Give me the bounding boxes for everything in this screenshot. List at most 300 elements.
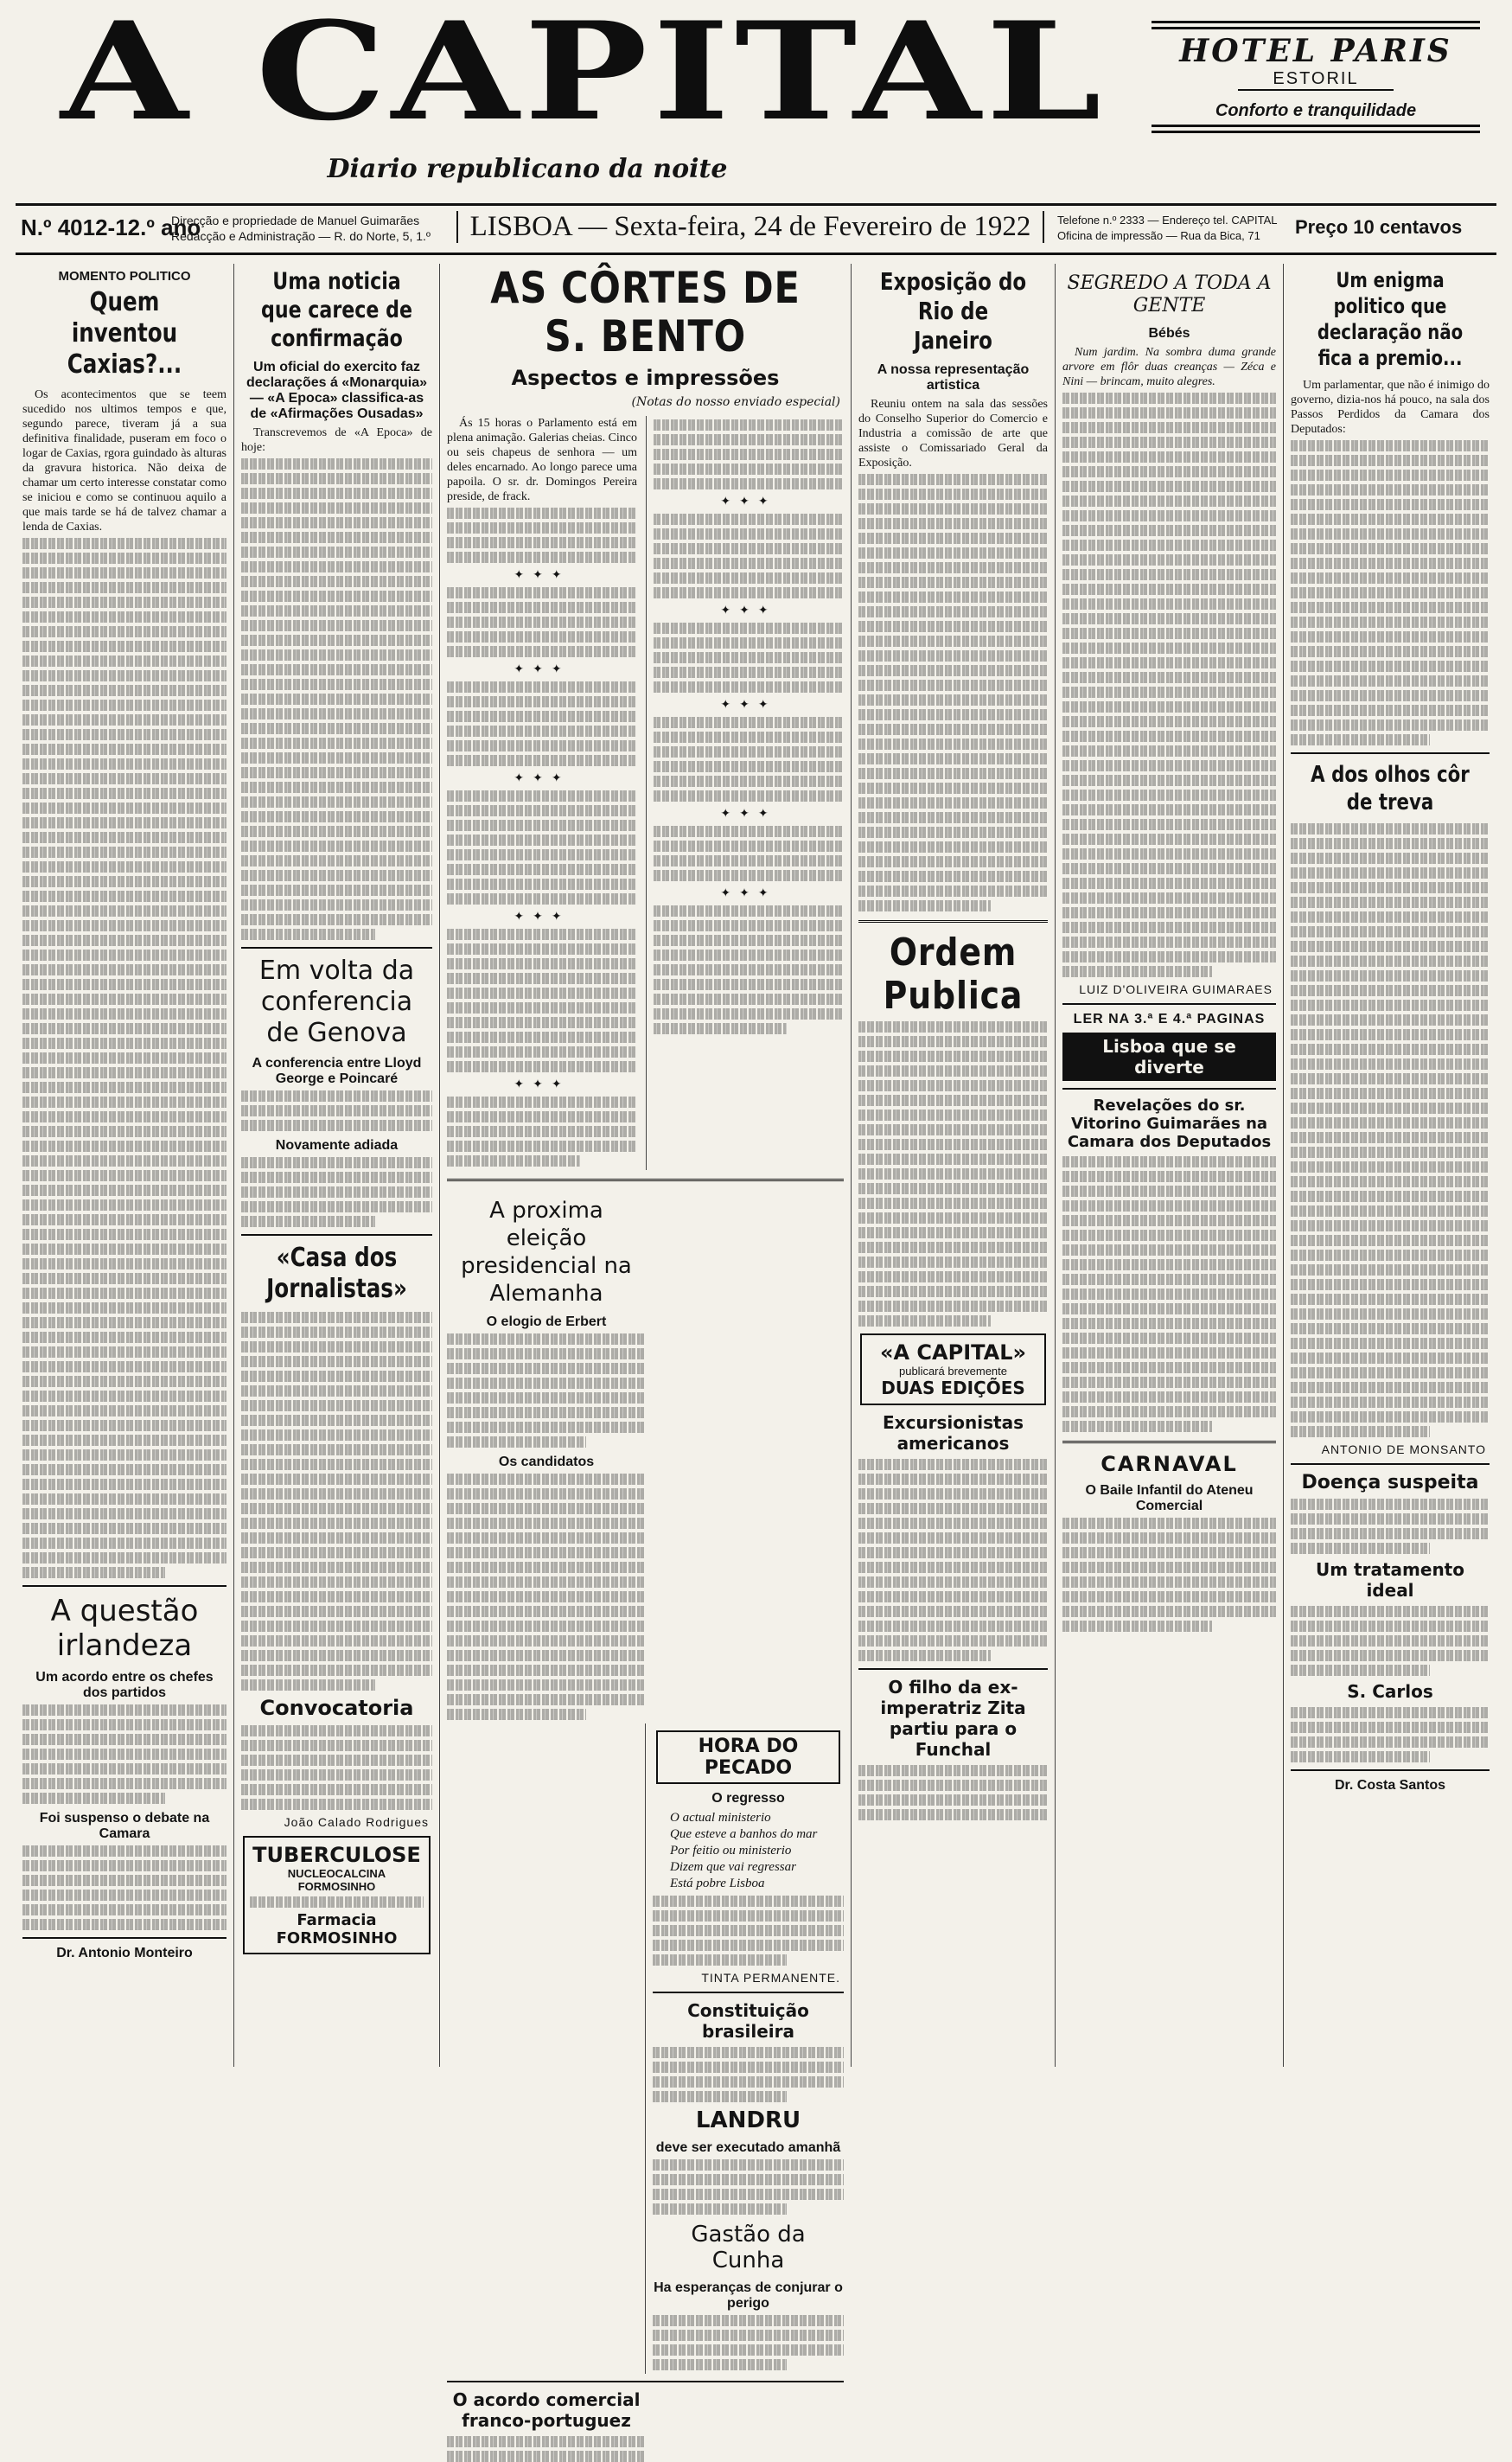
body-text-lines xyxy=(22,1097,226,1108)
printing-line: Oficina de impressão — Rua da Bica, 71 xyxy=(1057,229,1260,242)
body-text-lines xyxy=(1291,734,1430,745)
section-break-stars: ✦✦✦ xyxy=(720,698,777,712)
headline-eleicao-alemanha: A proxima eleição presidencial na Alemanha xyxy=(461,1198,632,1307)
body-text-lines xyxy=(447,696,637,707)
body-text-lines xyxy=(241,679,432,690)
body-text-lines xyxy=(1291,1528,1490,1539)
body-text-lines xyxy=(1062,1518,1276,1529)
body-text-lines xyxy=(1062,657,1276,668)
body-text-lines xyxy=(654,558,844,569)
body-text-lines xyxy=(241,914,432,925)
body-text-lines xyxy=(654,746,844,758)
body-text-lines xyxy=(858,856,1048,867)
body-text-lines xyxy=(1291,1411,1490,1423)
subhead-landru: deve ser executado amanhã xyxy=(655,2140,841,2155)
body-text-lines xyxy=(654,761,844,772)
body-text-lines xyxy=(22,1126,226,1137)
body-text-lines xyxy=(858,1780,1048,1791)
body-text-lines xyxy=(447,2451,646,2462)
body-text-lines xyxy=(241,1172,432,1183)
body-text-lines xyxy=(447,1576,646,1588)
body-text-lines xyxy=(1291,1621,1490,1632)
body-text-lines xyxy=(858,900,991,911)
body-text-lines xyxy=(22,1038,226,1049)
body-text-lines xyxy=(22,685,226,696)
body-text-lines xyxy=(1291,1250,1490,1261)
body-text-lines xyxy=(1291,1205,1490,1217)
body-text-lines xyxy=(1062,451,1276,463)
body-text-lines xyxy=(241,458,432,470)
body-text-lines xyxy=(447,587,637,598)
headline-excursionistas: Excursionistas americanos xyxy=(883,1412,1024,1454)
body-text-lines xyxy=(241,1327,432,1338)
signature-luiz-oliveira: LUIZ D'OLIVEIRA GUIMARAES xyxy=(1079,982,1273,996)
body-text-lines xyxy=(447,864,637,875)
body-text-lines xyxy=(654,826,844,837)
body-text-lines xyxy=(447,1363,646,1374)
body-text-lines xyxy=(22,1141,226,1152)
body-text-lines xyxy=(858,503,1048,515)
body-text-lines xyxy=(1062,628,1276,639)
body-text-lines xyxy=(22,920,226,931)
article-caxias-body: Os acontecimentos que se teem sucedido nos ultimos tempos e que, segundo parece, tiveram já a sua definitiva finalidade, puseram em foco o logar de Caxias, rgora guindado às alturas da gravura historica. Não deixa de chamar um certo interesse constatar como se iniciou e como se continuou aquilo a que mais tarde se há de talvez chamar a lenda de Caxias. xyxy=(22,388,226,534)
body-text-lines xyxy=(1062,716,1276,727)
body-text-lines xyxy=(654,870,844,881)
column-rule xyxy=(22,1585,226,1587)
body-text-lines xyxy=(22,1860,226,1871)
body-text-lines xyxy=(1291,455,1490,466)
body-text-lines xyxy=(241,473,432,484)
body-text-lines xyxy=(447,1679,646,1691)
ad-capital-line: publicará brevemente xyxy=(898,1365,1008,1378)
column-3 xyxy=(439,263,851,2431)
body-text-lines xyxy=(241,1488,432,1500)
body-text-lines xyxy=(1291,661,1490,672)
section-break-stars: ✦✦✦ xyxy=(720,807,777,821)
body-text-lines xyxy=(447,1503,646,1514)
body-text-lines xyxy=(241,841,432,852)
body-text-lines xyxy=(1291,617,1490,628)
body-text-lines xyxy=(858,783,1048,794)
body-text-lines xyxy=(1291,1147,1490,1158)
body-text-lines xyxy=(22,1376,226,1387)
body-text-lines xyxy=(654,572,844,584)
body-text-lines xyxy=(1062,540,1276,551)
body-text-lines xyxy=(447,1002,637,1014)
body-text-lines xyxy=(250,1896,424,1908)
body-text-lines xyxy=(447,1562,646,1573)
body-text-lines xyxy=(447,1046,637,1058)
body-text-lines xyxy=(241,635,432,646)
headline-revelacoes: Revelações do sr. Vitorino Guimarães na Camara dos Deputados xyxy=(1067,1097,1272,1151)
body-text-lines xyxy=(241,1518,432,1529)
subhead-lloyd-george: A conferencia entre Lloyd George e Poincaré xyxy=(252,1056,422,1086)
body-text-lines xyxy=(241,517,432,528)
headline-segredo: SEGREDO A TODA A GENTE xyxy=(1067,272,1272,317)
cortes-left xyxy=(447,416,637,1170)
ad-capital-title: «A CAPITAL» xyxy=(879,1340,1027,1365)
body-text-lines xyxy=(241,708,432,719)
poem-signature: TINTA PERMANENTE. xyxy=(701,1971,840,1985)
body-text-lines xyxy=(1062,1244,1276,1256)
column-rule xyxy=(22,1937,226,1939)
body-text-lines xyxy=(1291,882,1490,893)
body-text-lines xyxy=(858,1532,1048,1544)
body-text-lines xyxy=(1291,470,1490,481)
body-text-lines xyxy=(447,1621,646,1632)
body-text-lines xyxy=(241,1459,432,1470)
body-text-lines xyxy=(241,1547,432,1558)
body-text-lines xyxy=(241,1665,432,1676)
article-enigma-body: Um parlamentar, que não é inimigo do governo, dizia-nos há pouco, na sala dos Passos Perdidos da Camara dos Deputados: xyxy=(1291,379,1490,436)
body-text-lines xyxy=(858,1518,1048,1529)
body-text-lines xyxy=(22,847,226,858)
body-text-lines xyxy=(858,1021,1048,1033)
ad-tuberculose-pharmacy: Farmacia FORMOSINHO xyxy=(276,1911,398,1947)
body-text-lines xyxy=(858,1212,1048,1224)
body-text-lines xyxy=(1291,1103,1490,1114)
body-text-lines xyxy=(858,562,1048,573)
body-text-lines xyxy=(22,1155,226,1167)
body-text-lines xyxy=(1062,466,1276,477)
body-text-lines xyxy=(654,935,844,946)
newspaper-title: A CAPITAL xyxy=(61,0,1107,150)
headline-convocatoria: Convocatoria xyxy=(259,1696,414,1720)
body-text-lines xyxy=(654,732,844,743)
body-text-lines xyxy=(1062,1362,1276,1373)
body-text-lines xyxy=(22,1302,226,1314)
body-text-lines xyxy=(653,2047,844,2058)
body-text-lines xyxy=(241,620,432,631)
body-text-lines xyxy=(241,767,432,778)
body-text-lines xyxy=(654,905,844,917)
body-text-lines xyxy=(22,1361,226,1372)
ad-a-capital-edicoes xyxy=(860,1333,1046,1405)
body-text-lines xyxy=(241,532,432,543)
body-text-lines xyxy=(22,1523,226,1534)
body-text-lines xyxy=(447,1547,646,1558)
subhead-elogio-erbert: O elogio de Erbert xyxy=(486,1314,607,1329)
column-rule xyxy=(1291,1463,1490,1465)
body-text-lines xyxy=(22,1904,226,1915)
subhead-gastao-cunha: Ha esperanças de conjurar o perigo xyxy=(654,2280,843,2311)
column-6 xyxy=(1283,264,1496,2067)
body-text-lines xyxy=(654,514,844,525)
body-text-lines xyxy=(1291,1338,1490,1349)
body-text-lines xyxy=(22,1258,226,1269)
headline-noticia-confirmacao: Uma noticia que carece de confirmação xyxy=(260,268,413,352)
hotel-ad-name: HOTEL PARIS xyxy=(1179,33,1452,69)
headline-carnaval: CARNAVAL xyxy=(1101,1452,1238,1476)
body-text-lines xyxy=(241,870,432,881)
body-text-lines xyxy=(22,1199,226,1211)
body-text-lines xyxy=(1291,1308,1490,1320)
body-text-lines xyxy=(241,782,432,793)
body-text-lines xyxy=(22,758,226,770)
headline-conferencia-genova: Em volta da conferencia de Genova xyxy=(258,956,415,1048)
body-text-lines xyxy=(1062,672,1276,683)
body-text-lines xyxy=(653,1940,844,1951)
body-text-lines xyxy=(1062,1215,1276,1226)
headline-casa-jornalistas: «Casa dos Jornalistas» xyxy=(266,1243,407,1304)
body-text-lines xyxy=(1291,543,1490,554)
body-text-lines xyxy=(241,591,432,602)
headline-enigma-politico: Um enigma politico que declaração não fica a premio... xyxy=(1317,268,1464,370)
body-text-lines xyxy=(22,729,226,740)
body-text-lines xyxy=(858,1459,1048,1470)
article-noticia-body: Transcrevemos de «A Epoca» de hoje: xyxy=(241,426,432,454)
body-text-lines xyxy=(654,855,844,866)
body-text-lines xyxy=(1062,1532,1276,1544)
column-rule xyxy=(1291,1769,1490,1771)
body-text-lines xyxy=(1291,1294,1490,1305)
body-text-lines xyxy=(447,726,637,737)
body-text-lines xyxy=(1062,422,1276,433)
body-text-lines xyxy=(858,1198,1048,1209)
body-text-lines xyxy=(22,1479,226,1490)
body-text-lines xyxy=(1291,1367,1490,1378)
body-text-lines xyxy=(1291,1161,1490,1173)
body-text-lines xyxy=(22,700,226,711)
body-text-lines xyxy=(447,2436,646,2447)
body-text-lines xyxy=(241,488,432,499)
body-text-lines xyxy=(1062,1274,1276,1285)
body-text-lines xyxy=(858,768,1048,779)
body-text-lines xyxy=(1291,1382,1490,1393)
signature-joao-calado: João Calado Rodrigues xyxy=(284,1815,429,1829)
body-text-lines xyxy=(858,636,1048,647)
body-text-lines xyxy=(447,1709,586,1720)
body-text-lines xyxy=(241,1371,432,1382)
body-text-lines xyxy=(1291,1426,1430,1437)
poem-line: Dizem que vai regressar xyxy=(670,1860,796,1874)
body-text-lines xyxy=(22,773,226,784)
body-text-lines xyxy=(22,1845,226,1857)
body-text-lines xyxy=(1062,1421,1212,1432)
headline-filho-zita: O filho da ex-imperatriz Zita partiu para o Funchal xyxy=(880,1677,1026,1760)
body-text-lines xyxy=(1291,1279,1490,1290)
body-text-lines xyxy=(858,1124,1048,1135)
column-4 xyxy=(851,264,1055,2067)
body-text-lines xyxy=(858,1606,1048,1617)
body-text-lines xyxy=(22,714,226,726)
body-text-lines xyxy=(447,1378,646,1389)
body-text-lines xyxy=(858,606,1048,617)
body-text-lines xyxy=(447,522,637,534)
body-text-lines xyxy=(241,1621,432,1632)
body-text-lines xyxy=(1291,1220,1490,1231)
body-text-lines xyxy=(22,1332,226,1343)
body-text-lines xyxy=(241,1474,432,1485)
body-text-lines xyxy=(241,1562,432,1573)
body-text-lines xyxy=(653,2344,844,2356)
body-text-lines xyxy=(858,739,1048,750)
body-text-lines xyxy=(22,1734,226,1745)
subhead-candidatos: Os candidatos xyxy=(498,1455,595,1469)
hora-pecado-block xyxy=(645,1723,844,2374)
body-text-lines xyxy=(1291,1191,1490,1202)
poem-line: Que esteve a banhos do mar xyxy=(670,1827,818,1841)
body-text-lines xyxy=(654,637,844,649)
column-rule xyxy=(1291,752,1490,754)
section-rule xyxy=(858,920,1048,923)
body-text-lines xyxy=(22,582,226,593)
body-text-lines xyxy=(241,1157,432,1168)
body-text-lines xyxy=(447,1635,646,1647)
body-text-lines xyxy=(858,489,1048,500)
issue-info-bar xyxy=(16,203,1496,255)
body-text-lines xyxy=(22,1875,226,1886)
body-text-lines xyxy=(241,885,432,896)
body-text-lines xyxy=(858,474,1048,485)
address-line: Redacção e Administração — R. do Norte, 5, 1.º xyxy=(171,229,431,243)
body-text-lines xyxy=(241,1385,432,1397)
body-text-lines xyxy=(858,518,1048,529)
banner-lisboa-diverte: Lisboa que se diverte xyxy=(1062,1033,1276,1081)
body-text-lines xyxy=(1291,1397,1490,1408)
body-text-lines xyxy=(858,827,1048,838)
body-text-lines xyxy=(22,655,226,667)
body-text-lines xyxy=(1062,1156,1276,1167)
body-text-lines xyxy=(654,623,844,634)
body-text-lines xyxy=(653,2315,844,2326)
body-text-lines xyxy=(22,1449,226,1461)
body-text-lines xyxy=(858,1474,1048,1485)
body-text-lines xyxy=(653,2062,844,2073)
body-text-lines xyxy=(1291,1665,1430,1676)
body-text-lines xyxy=(447,755,637,766)
body-text-lines xyxy=(241,826,432,837)
body-text-lines xyxy=(1062,863,1276,874)
article-cortes-body: Ás 15 horas o Parlamento está em plena animação. Galerias cheias. Cinco ou seis chapeus de senhora — um deles encarnado. Ao longo parece uma papoila. O sr. dr. Domingos Pereira preside, de frack. xyxy=(447,417,638,503)
subhead-adiada: Novamente adiada xyxy=(275,1138,399,1153)
body-text-lines xyxy=(1062,1230,1276,1241)
body-text-lines xyxy=(241,694,432,705)
headline-exposicao-rio: Exposição do Rio de Janeiro xyxy=(879,267,1027,355)
body-text-lines xyxy=(22,611,226,623)
body-text-lines xyxy=(241,1679,375,1691)
body-text-lines xyxy=(447,1392,646,1404)
body-text-lines xyxy=(22,1567,165,1578)
body-text-lines xyxy=(22,1288,226,1299)
column-rule xyxy=(447,2381,844,2382)
body-text-lines xyxy=(22,817,226,828)
body-text-lines xyxy=(858,1065,1048,1077)
body-text-lines xyxy=(858,1242,1048,1253)
body-text-lines xyxy=(22,744,226,755)
body-text-lines xyxy=(653,1910,844,1922)
body-text-lines xyxy=(22,641,226,652)
body-text-lines xyxy=(858,1257,1048,1268)
body-text-lines xyxy=(1062,598,1276,610)
body-text-lines xyxy=(241,723,432,734)
body-text-lines xyxy=(447,1474,646,1485)
body-text-lines xyxy=(22,1552,226,1564)
poem-line: Por feitio ou ministerio xyxy=(670,1844,792,1858)
body-text-lines xyxy=(1062,1591,1276,1602)
headline-questao-irlandeza: A questão irlandeza xyxy=(50,1594,199,1663)
body-text-lines xyxy=(241,576,432,587)
body-text-lines xyxy=(1291,867,1490,879)
body-text-lines xyxy=(1291,705,1490,716)
body-text-lines xyxy=(22,1111,226,1122)
body-text-lines xyxy=(1291,514,1490,525)
body-text-lines xyxy=(858,1621,1048,1632)
body-text-lines xyxy=(22,979,226,990)
hotel-ad xyxy=(1143,17,1489,156)
column-1 xyxy=(16,264,233,2067)
section-break-stars: ✦✦✦ xyxy=(514,910,571,924)
body-text-lines xyxy=(858,533,1048,544)
body-text-lines xyxy=(22,950,226,961)
body-text-lines xyxy=(447,879,637,890)
body-text-lines xyxy=(1291,926,1490,937)
body-text-lines xyxy=(1291,1058,1490,1070)
body-text-lines xyxy=(1291,1736,1490,1748)
body-text-lines xyxy=(241,1755,432,1766)
body-text-lines xyxy=(654,717,844,728)
body-text-lines xyxy=(858,1591,1048,1602)
body-text-lines xyxy=(1291,853,1490,864)
body-text-lines xyxy=(1291,587,1490,598)
body-text-lines xyxy=(858,709,1048,720)
body-text-lines xyxy=(447,1665,646,1676)
body-text-lines xyxy=(241,1769,432,1781)
section-rule xyxy=(447,1179,844,1181)
body-text-lines xyxy=(1291,838,1490,849)
section-break-stars: ✦✦✦ xyxy=(514,771,571,785)
body-text-lines xyxy=(654,543,844,554)
body-text-lines xyxy=(1291,1635,1490,1647)
body-text-lines xyxy=(1291,528,1490,540)
body-text-lines xyxy=(1291,1323,1490,1334)
body-text-lines xyxy=(1291,675,1490,687)
subhead-acordo: Um acordo entre os chefes dos partidos xyxy=(35,1670,214,1700)
body-text-lines xyxy=(447,973,637,984)
body-text-lines xyxy=(1291,631,1490,643)
body-text-lines xyxy=(1062,701,1276,713)
body-text-lines xyxy=(1062,1576,1276,1588)
body-text-lines xyxy=(22,1023,226,1034)
body-text-lines xyxy=(22,1067,226,1078)
body-text-lines xyxy=(653,2189,844,2200)
body-text-lines xyxy=(654,776,844,787)
body-text-lines xyxy=(1291,970,1490,982)
body-text-lines xyxy=(22,861,226,873)
body-text-lines xyxy=(858,1286,1048,1297)
body-text-lines xyxy=(241,1400,432,1411)
body-text-lines xyxy=(447,1650,646,1661)
body-text-lines xyxy=(241,502,432,514)
body-text-lines xyxy=(241,1606,432,1617)
body-text-lines xyxy=(653,1954,787,1966)
body-text-lines xyxy=(1291,911,1490,923)
body-text-lines xyxy=(1291,1029,1490,1040)
body-text-lines xyxy=(654,587,844,598)
body-text-lines xyxy=(447,1488,646,1500)
section-break-stars: ✦✦✦ xyxy=(720,886,777,900)
body-text-lines xyxy=(241,1725,432,1736)
body-text-lines xyxy=(1062,1333,1276,1344)
body-text-lines xyxy=(653,2174,844,2185)
body-text-lines xyxy=(447,711,637,722)
body-text-lines xyxy=(22,935,226,946)
body-text-lines xyxy=(22,1493,226,1505)
body-text-lines xyxy=(1291,499,1490,510)
body-text-lines xyxy=(1291,1513,1490,1525)
body-text-lines xyxy=(858,1051,1048,1062)
ad-tuberculose-product: NUCLEOCALCINA FORMOSINHO xyxy=(287,1867,386,1893)
